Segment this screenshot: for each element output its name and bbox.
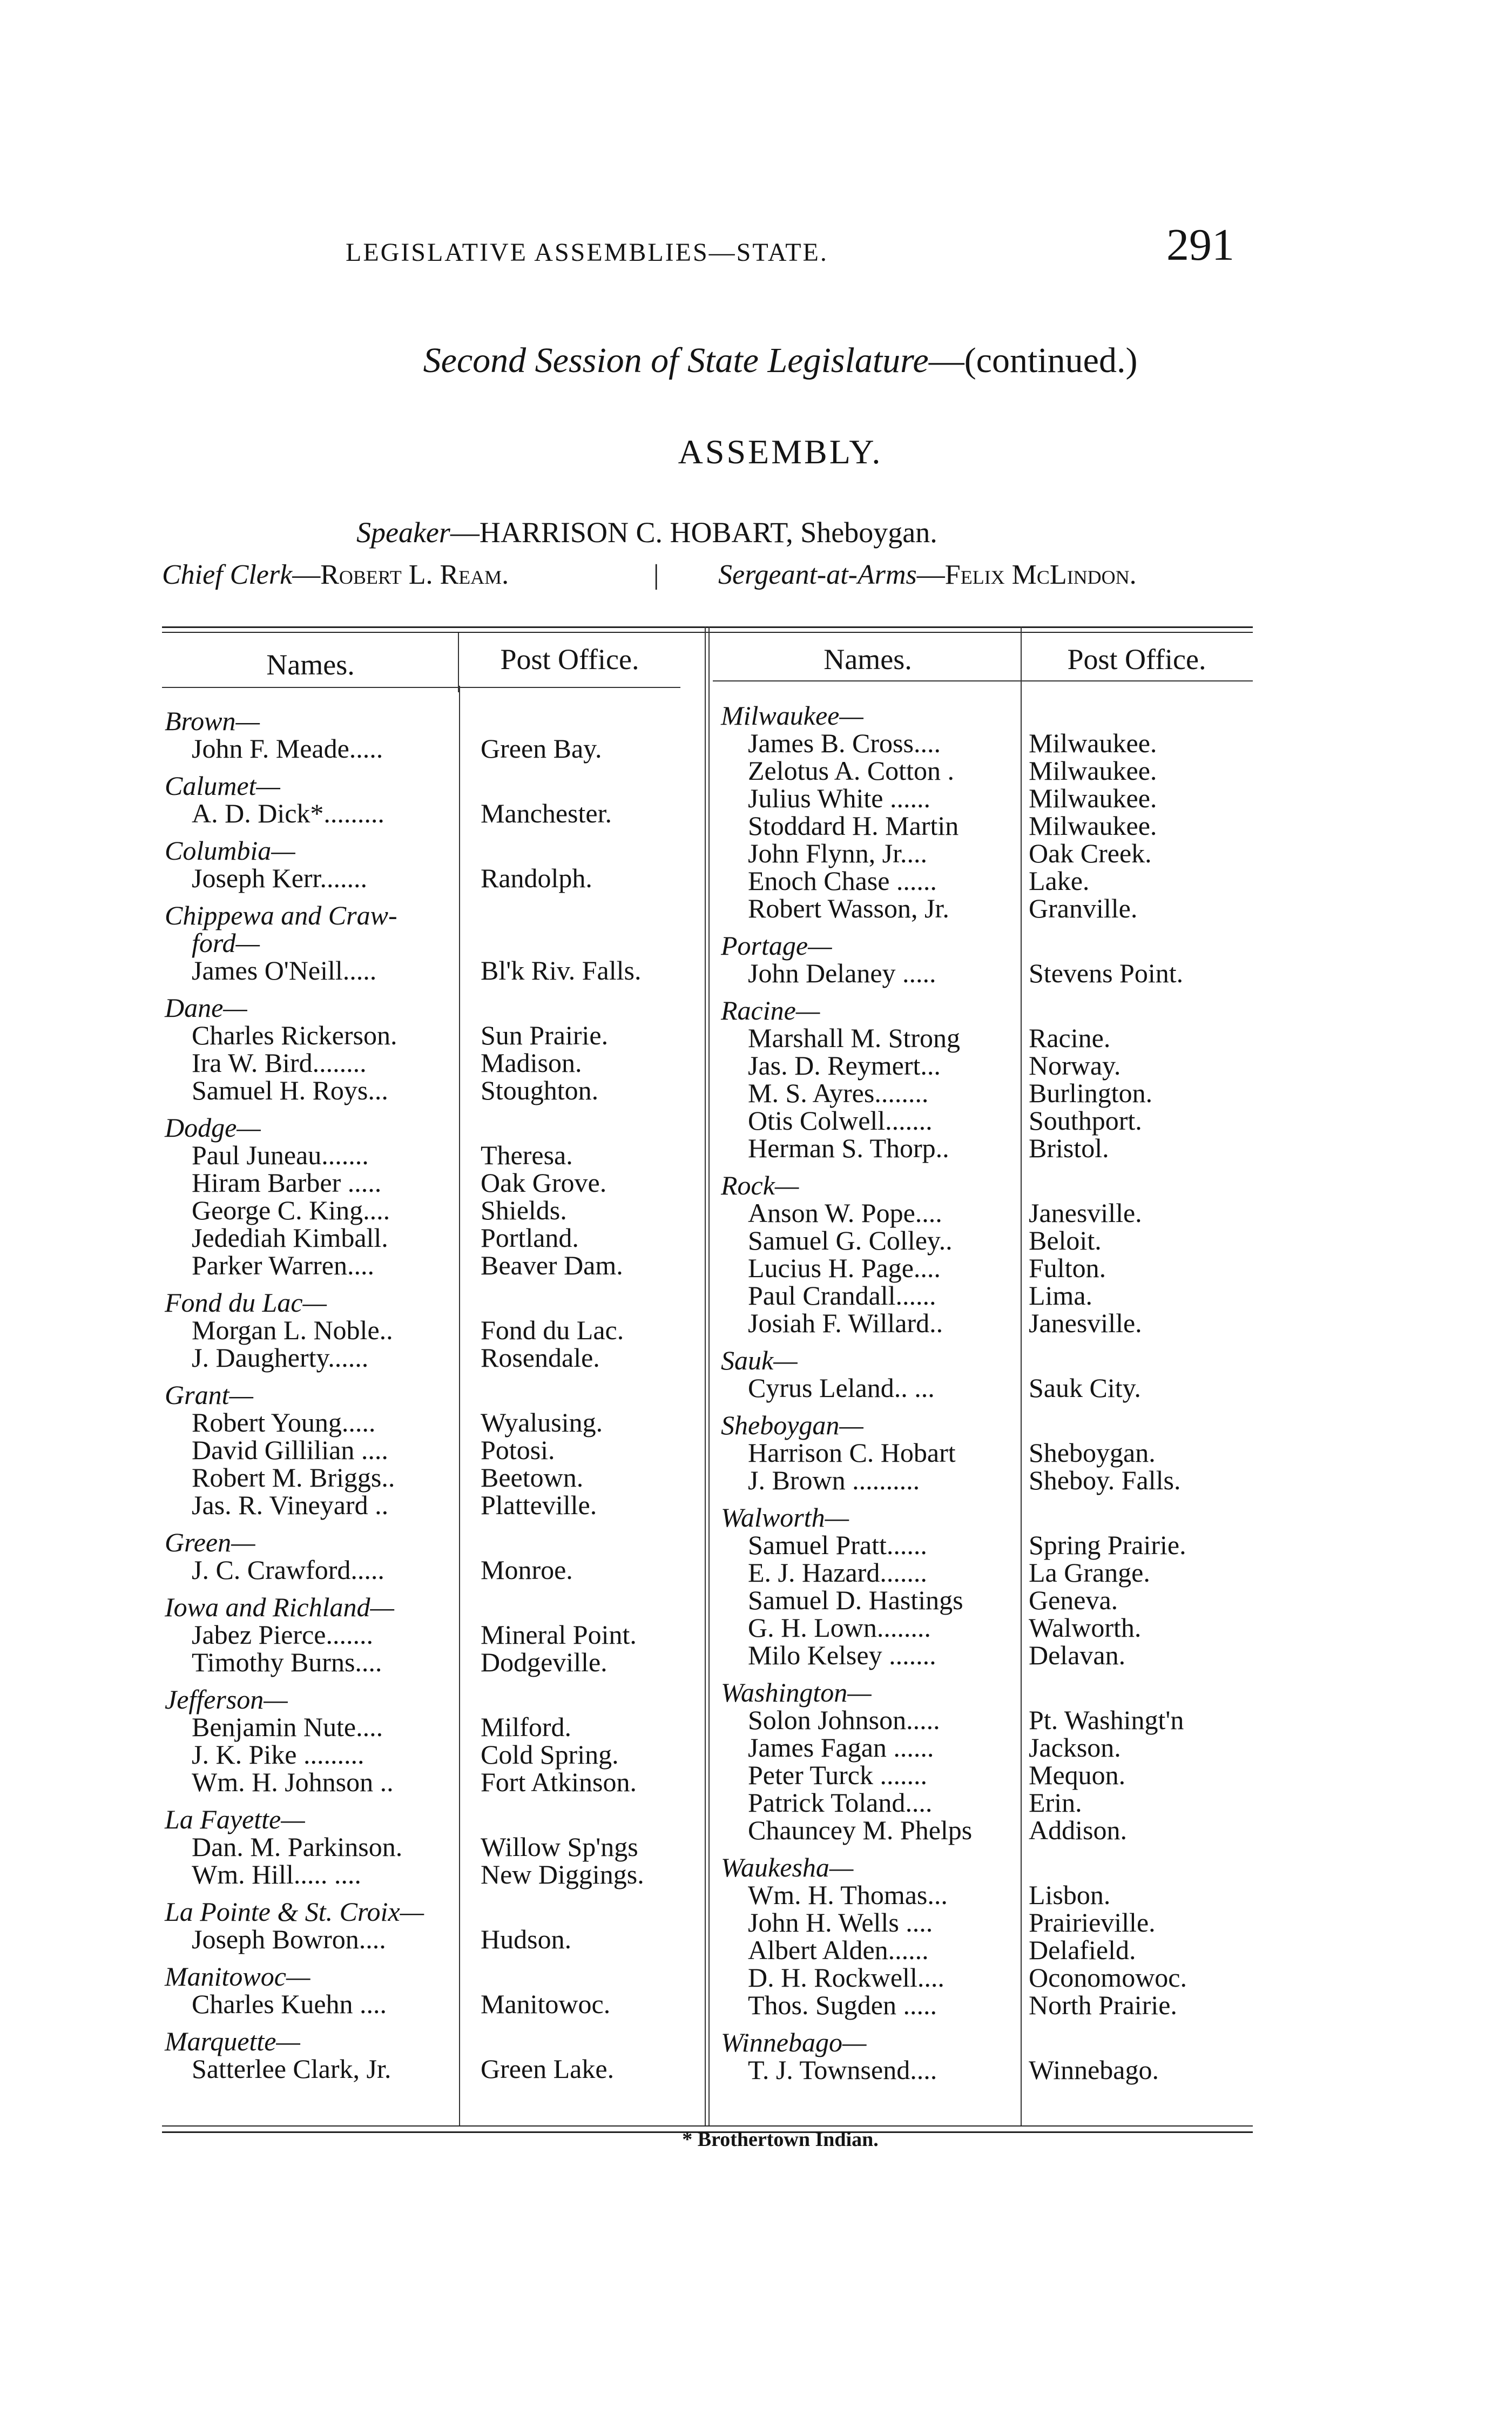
member-post-office: Burlington. [1029,1078,1153,1108]
member-name: Samuel D. Hastings [748,1585,963,1615]
member-post-office: Delafield. [1029,1935,1136,1965]
member-name: James Fagan ...... [748,1732,934,1763]
member-row [165,1197,694,1224]
member-name: Benjamin Nute.... [192,1712,383,1742]
member-post-office: Oak Grove. [481,1167,607,1198]
county-group [721,1854,1253,2019]
member-post-office: Beetown. [481,1462,584,1493]
member-row [165,2055,694,2083]
member-name: Jas. D. Reymert... [748,1050,941,1081]
member-row [165,1926,694,1953]
member-row [165,1252,694,1279]
member-name: John Flynn, Jr.... [748,838,928,868]
county-name: Iowa and Richland— [165,1592,394,1622]
member-post-office: Cold Spring. [481,1739,619,1770]
member-post-office: Green Lake. [481,2054,615,2084]
member-post-office: La Grange. [1029,1557,1150,1588]
member-row [721,1467,1253,1494]
member-name: Timothy Burns.... [192,1647,382,1677]
member-post-office: Beloit. [1029,1225,1102,1256]
member-name: Ira W. Bird........ [192,1048,367,1078]
member-post-office: Randolph. [481,863,592,893]
member-row [721,1817,1253,1844]
right-column [721,702,1253,2094]
member-post-office: Walworth. [1029,1612,1142,1643]
member-post-office: Janesville. [1029,1308,1142,1338]
member-post-office: Oak Creek. [1029,838,1152,868]
county-name: Fond du Lac— [165,1287,327,1318]
county-name: Sheboygan— [721,1410,863,1440]
member-post-office: Fulton. [1029,1253,1106,1283]
county-name: Marquette— [165,2026,300,2056]
member-post-office: Monroe. [481,1555,573,1585]
session-title [0,340,1512,381]
county-name: Dodge— [165,1112,261,1143]
member-name: Joseph Bowron.... [192,1924,386,1954]
member-name: Samuel H. Roys... [192,1075,388,1105]
member-row [165,1861,694,1888]
county-name: Winnebago— [721,2027,867,2057]
member-name: Wm. H. Thomas... [748,1880,948,1910]
member-name: Josiah F. Willard.. [748,1308,943,1338]
member-post-office: Mineral Point. [481,1619,637,1650]
member-post-office: North Prairie. [1029,1990,1177,2020]
member-name: John H. Wells .... [748,1907,933,1938]
member-row [721,1310,1253,1337]
member-row [721,1052,1253,1079]
chief-clerk-label: Chief Clerk [162,559,293,590]
member-row [165,1169,694,1197]
session-title-italic: Second Session of State Legislature [423,341,929,380]
county-group [721,1412,1253,1494]
member-post-office: Erin. [1029,1787,1082,1818]
member-name: Solon Johnson..... [748,1705,940,1735]
member-row [165,1491,694,1519]
member-post-office: Fort Atkinson. [481,1767,637,1797]
county-name: Washington— [721,1677,872,1707]
member-post-office: Racine. [1029,1023,1111,1053]
member-row [721,1789,1253,1817]
member-name: George C. King.... [192,1195,390,1225]
county-name: Milwaukee— [721,700,863,731]
member-post-office: Stoughton. [481,1075,599,1105]
member-post-office: Norway. [1029,1050,1121,1081]
county-group [165,1963,694,2018]
county-name: La Pointe & St. Croix— [165,1896,424,1927]
county-name: Columbia— [165,835,295,866]
member-name: John F. Meade..... [192,733,383,764]
member-row [721,1614,1253,1642]
member-name: Hiram Barber ..... [192,1167,382,1198]
member-row [721,960,1253,987]
left-post-office-header: Post Office. [500,643,639,676]
member-row [165,1769,694,1796]
member-row [721,1254,1253,1282]
member-name: Lucius H. Page.... [748,1253,941,1283]
member-row [721,1227,1253,1254]
county-name: Racine— [721,995,820,1025]
member-post-office: Manchester. [481,798,612,828]
county-group [721,1679,1253,1844]
member-row [721,1374,1253,1402]
member-name: E. J. Hazard....... [748,1557,927,1588]
member-name: Herman S. Thorp.. [748,1133,949,1163]
member-row [165,1142,694,1169]
county-name: Portage— [721,930,832,961]
member-row [721,1992,1253,2019]
member-post-office: New Diggings. [481,1859,644,1889]
member-post-office: Stevens Point. [1029,958,1184,988]
member-post-office: Milwaukee. [1029,755,1157,786]
member-name: Charles Rickerson. [192,1020,397,1050]
member-name: Robert Young..... [192,1407,376,1437]
member-row [721,895,1253,922]
county-group [165,1686,694,1796]
member-row [165,1409,694,1436]
member-name: Chauncey M. Phelps [748,1815,973,1845]
member-row [165,1022,694,1049]
member-name: Zelotus A. Cotton . [748,755,954,786]
member-name: Dan. M. Parkinson. [192,1832,403,1862]
member-post-office: Dodgeville. [481,1647,608,1677]
center-divider-b [708,626,710,2127]
page-number: 291 [1166,220,1234,270]
member-name: A. D. Dick*......... [192,798,384,828]
county-group [165,1381,694,1519]
member-name: Otis Colwell....... [748,1105,933,1136]
member-name: Jabez Pierce....... [192,1619,373,1650]
member-row [721,1107,1253,1135]
member-name: Joseph Kerr....... [192,863,367,893]
county-group [165,1529,694,1584]
sergeant-label: Sergeant-at-Arms [718,559,917,590]
table-bottom-rule-inner [162,2125,1253,2127]
county-name: Walworth— [721,1502,849,1533]
member-name: Thos. Sugden ..... [748,1990,937,2020]
member-name: G. H. Lown........ [748,1612,931,1643]
county-group [165,902,694,984]
member-post-office: Janesville. [1029,1198,1142,1228]
sergeant-value: —Felix McLindon. [916,559,1137,590]
county-name: Dane— [165,993,247,1023]
member-name: Anson W. Pope.... [748,1198,942,1228]
footnote: * Brothertown Indian. [682,2128,879,2151]
left-header-rule [162,687,680,688]
county-name: La Fayette— [165,1804,305,1834]
member-post-office: Pt. Washingt'n [1029,1705,1184,1735]
member-row [165,1077,694,1104]
member-post-office: Lisbon. [1029,1880,1111,1910]
left-names-header: Names. [266,649,355,681]
member-post-office: Theresa. [481,1140,573,1170]
member-row [721,1734,1253,1761]
member-row [721,1282,1253,1310]
member-name: Albert Alden...... [748,1935,929,1965]
county-group [165,994,694,1104]
member-row [165,1833,694,1861]
member-post-office: Milwaukee. [1029,728,1157,758]
member-row [721,1964,1253,1992]
county-group [721,997,1253,1162]
county-group [165,837,694,892]
chief-clerk [162,559,509,591]
member-name: Marshall M. Strong [748,1023,961,1053]
county-group [721,1347,1253,1402]
member-name: Stoddard H. Martin [748,811,959,841]
member-row [165,1990,694,2018]
member-row [721,1559,1253,1587]
speaker-line [356,516,937,549]
member-name: Julius White ...... [748,783,930,813]
member-row [165,800,694,827]
county-group [721,2029,1253,2084]
member-row [165,1649,694,1676]
member-name: Peter Turck ....... [748,1760,927,1790]
county-group [165,707,694,762]
member-post-office: Green Bay. [481,733,602,764]
member-row [165,865,694,892]
county-group [165,1806,694,1888]
county-group [165,772,694,827]
member-post-office: Lima. [1029,1280,1093,1311]
assembly-title: ASSEMBLY. [678,433,883,471]
member-name: James B. Cross.... [748,728,941,758]
member-post-office: Mequon. [1029,1760,1126,1790]
member-post-office: Sheboygan. [1029,1437,1156,1468]
member-post-office: Prairieville. [1029,1907,1156,1938]
member-row [721,1024,1253,1052]
member-post-office: Geneva. [1029,1585,1118,1615]
member-row [165,1344,694,1372]
member-post-office: Beaver Dam. [481,1250,623,1280]
member-post-office: Winnebago. [1029,2055,1159,2085]
member-row [165,1317,694,1344]
county-group [165,1594,694,1676]
county-name: Rock— [721,1170,799,1200]
county-group [721,932,1253,987]
left-column [165,707,694,2092]
county-name: Manitowoc— [165,1961,310,1992]
member-name: Robert Wasson, Jr. [748,893,949,923]
member-post-office: Spring Prairie. [1029,1530,1186,1560]
speaker-label: Speaker [356,516,450,549]
member-post-office: Bl'k Riv. Falls. [481,955,642,986]
member-row [165,1556,694,1584]
county-group [165,1114,694,1279]
county-name: Green— [165,1527,255,1557]
member-name: J. K. Pike ......... [192,1739,364,1770]
right-header-rule [713,680,1253,681]
member-name: Parker Warren.... [192,1250,374,1280]
right-names-header: Names. [824,643,912,676]
member-row [721,1881,1253,1909]
member-row [165,1436,694,1464]
member-row [721,812,1253,840]
member-name: Patrick Toland.... [748,1787,933,1818]
member-post-office: Wyalusing. [481,1407,603,1437]
chief-clerk-value: —Robert L. Ream. [292,559,509,590]
member-name: Robert M. Briggs.. [192,1462,395,1493]
session-title-rest: —(continued.) [928,341,1138,380]
member-name: Wm. H. Johnson .. [192,1767,394,1797]
county-name: Sauk— [721,1345,798,1375]
member-row [721,1761,1253,1789]
table-top-rule-inner [162,632,1253,633]
member-post-office: Milwaukee. [1029,783,1157,813]
member-row [721,1909,1253,1936]
member-name: Cyrus Leland.. ... [748,1373,935,1403]
member-row [721,1199,1253,1227]
member-post-office: Fond du Lac. [481,1315,624,1345]
member-row [721,1642,1253,1669]
member-post-office: Portland. [481,1223,579,1253]
member-row [165,1741,694,1769]
sergeant-at-arms [718,559,1137,591]
member-row [721,785,1253,812]
member-name: Samuel G. Colley.. [748,1225,953,1256]
member-row [721,1531,1253,1559]
right-post-office-header: Post Office. [1067,643,1206,676]
running-head: LEGISLATIVE ASSEMBLIES—STATE. [346,238,828,267]
member-row [721,1079,1253,1107]
county-group [165,1289,694,1372]
member-name: Harrison C. Hobart [748,1437,956,1468]
member-name: Samuel Pratt...... [748,1530,927,1560]
member-post-office: Rosendale. [481,1342,600,1373]
member-post-office: Jackson. [1029,1732,1121,1763]
member-post-office: Hudson. [481,1924,572,1954]
member-post-office: Platteville. [481,1490,597,1520]
center-divider-a [705,626,706,2127]
officers-separator: | [653,559,659,590]
member-name: Charles Kuehn .... [192,1989,387,2019]
member-row [165,1464,694,1491]
member-row [165,735,694,762]
member-name: D. H. Rockwell.... [748,1962,944,1993]
member-row [721,1587,1253,1614]
member-post-office: Southport. [1029,1105,1142,1136]
member-row [165,957,694,984]
member-row [721,1706,1253,1734]
member-post-office: Delavan. [1029,1640,1126,1670]
member-row [721,730,1253,757]
member-name: T. J. Townsend.... [748,2055,937,2085]
member-name: Jedediah Kimball. [192,1223,388,1253]
member-post-office: Willow Sp'ngs [481,1832,638,1862]
county-name: Grant— [165,1380,253,1410]
member-name: Paul Crandall...... [748,1280,936,1311]
member-name: Jas. R. Vineyard .. [192,1490,389,1520]
member-row [721,840,1253,867]
member-name: M. S. Ayres........ [748,1078,929,1108]
county-group [721,1172,1253,1337]
member-name: Paul Juneau....... [192,1140,369,1170]
member-row [165,1621,694,1649]
member-row [721,1936,1253,1964]
member-row [165,1713,694,1741]
member-post-office: Milwaukee. [1029,811,1157,841]
member-post-office: Oconomowoc. [1029,1962,1187,1993]
member-post-office: Sun Prairie. [481,1020,609,1050]
county-name: Brown— [165,706,260,736]
table-top-rule [162,626,1253,628]
county-name: Jefferson— [165,1684,288,1714]
member-name: J. C. Crawford..... [192,1555,384,1585]
member-name: J. Daugherty...... [192,1342,369,1373]
county-group [721,1504,1253,1669]
member-name: J. Brown .......... [748,1465,920,1495]
member-name: Wm. Hill..... .... [192,1859,361,1889]
member-name: Morgan L. Noble.. [192,1315,393,1345]
member-row [721,2056,1253,2084]
member-post-office: Manitowoc. [481,1989,611,2019]
member-name: James O'Neill..... [192,955,377,986]
county-group [165,1898,694,1953]
member-post-office: Madison. [481,1048,582,1078]
member-name: David Gillilian .... [192,1435,388,1465]
member-row [165,1224,694,1252]
member-row [165,1049,694,1077]
county-name-continued: ford— [192,928,260,958]
member-post-office: Lake. [1029,866,1090,896]
member-name: John Delaney ..... [748,958,936,988]
member-row [721,757,1253,785]
member-name: Milo Kelsey ....... [748,1640,936,1670]
member-post-office: Shields. [481,1195,567,1225]
member-name: Satterlee Clark, Jr. [192,2054,392,2084]
county-group [721,702,1253,922]
member-post-office: Potosi. [481,1435,555,1465]
county-name: Chippewa and Craw- [165,900,397,930]
speaker-value: —HARRISON C. HOBART, Sheboygan. [450,516,937,549]
county-group [165,2028,694,2083]
member-post-office: Bristol. [1029,1133,1109,1163]
member-row [721,867,1253,895]
member-row [721,1135,1253,1162]
county-name: Calumet— [165,771,280,801]
member-post-office: Sheboy. Falls. [1029,1465,1181,1495]
member-post-office: Milford. [481,1712,572,1742]
county-name: Waukesha— [721,1852,854,1882]
member-post-office: Granville. [1029,893,1138,923]
member-post-office: Sauk City. [1029,1373,1141,1403]
member-name: Enoch Chase ...... [748,866,937,896]
member-post-office: Addison. [1029,1815,1127,1845]
member-row [721,1439,1253,1467]
